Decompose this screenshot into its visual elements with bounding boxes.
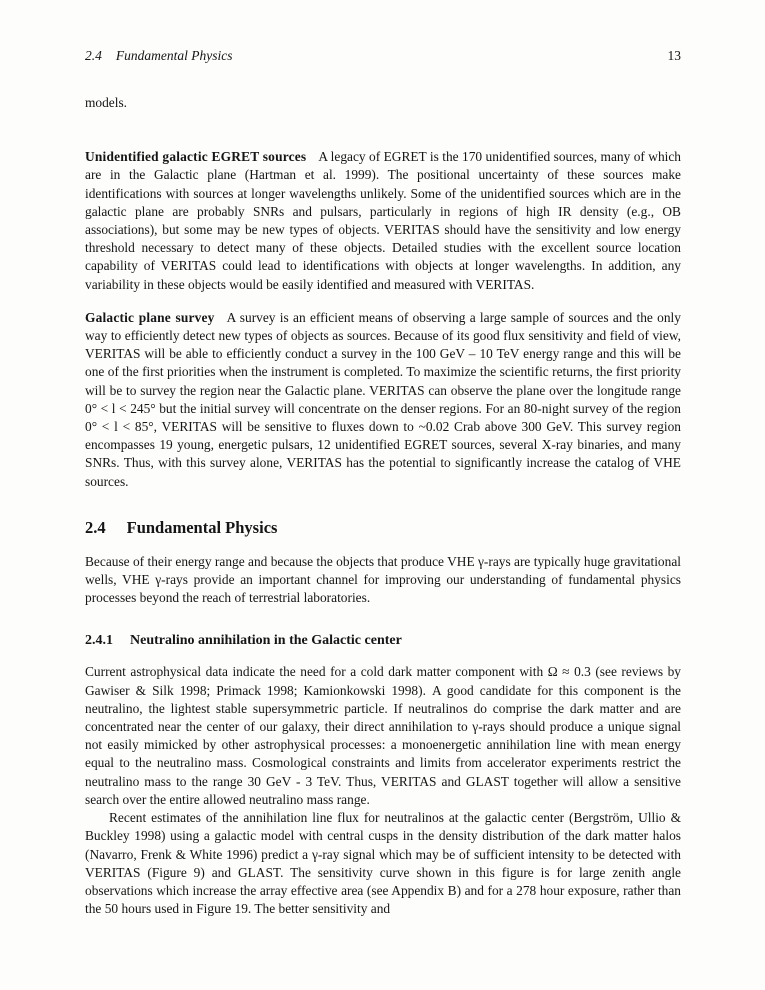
subsection-heading-neutralino (85, 632, 681, 650)
paragraph-neutralino-1: Current astrophysical data indicate the need for a cold dark matter component with Ω ≈ 0.3 (see reviews by Gawiser & Silk 1998; Primack 1998; Kamionkowski 1998). A good candidate for this component is the neutralino, the lightest stable supersymmetric particle. If neutralinos do comprise the dark matter and are concentrated near the center of our galaxy, their direct annihilation to γ-rays should produce a unique signal not easily mimicked by other astrophysical processes: a monoenergetic annihilation line with mean energy equal to the neutralino mass. Cosmological constraints and limits from accelerator experiments restrict the neutralino mass to the range 30 GeV - 3 TeV. Thus, VERITAS and GLAST together will allow a sensitive search over the entire allowed neutralino mass range. (85, 664, 681, 807)
running-header-section-title: Fundamental Physics (115, 48, 233, 63)
paragraph-galactic-plane-survey (85, 309, 681, 491)
section-heading-fundamental-physics (85, 518, 681, 538)
running-header-section-number: 2.4 (85, 48, 102, 63)
paragraph-body-galactic-survey: A survey is an efficient means of observing a large sample of sources and the only way to efficiently detect new types of objects as sources. Because of its good flux sensitivity and field of view, VERITAS will be able to efficiently conduct a survey in the 100 GeV – 10 TeV energy range and this will be one of the first priorities when the instrument is completed. To maximize the scientific returns, the first priority will be to survey the region near the Galactic plane. VERITAS can observe the plane over the longitude range 0° < l < 245° but the initial survey will concentrate on the denser regions. For an 80-night survey of the region 0° < l < 85°, VERITAS will be sensitive to fluxes down to ~0.02 Crab above 300 GeV. This survey region encompasses 19 young, energetic pulsars, 12 unidentified EGRET sources, several X-ray binaries, and many SNRs. Thus, with this survey alone, VERITAS has the potential to significantly increase the catalog of VHE sources. (85, 309, 681, 489)
paragraph-body-unidentified-egret: A legacy of EGRET is the 170 unidentified sources, many of which are in the Galactic plane (Hartman et al. 1999). The positional uncertainty of these sources make identifications with sources at longer wavelengths unlikely. Some of the unidentified sources which are in the galactic plane are probably SNRs and pulsars, particularly in regions of high IR density (e.g., OB associations), but some may be new types of objects. VERITAS should have the sensitivity and low energy threshold necessary to detect many of these objects. Detailed studies with the excellent source location capability of VERITAS could lead to identifications with objects at longer wavelengths. In addition, any variability in these objects would be easily identified and measured with VERITAS. (85, 149, 681, 292)
subsection-number: 2.4.1 (85, 633, 113, 649)
running-header-section (85, 48, 232, 64)
subsection-title: Neutralino annihilation in the Galactic center (130, 633, 402, 649)
page-number: 13 (667, 48, 681, 63)
paragraph-lead-galactic-survey: Galactic plane survey (85, 309, 215, 325)
page-content (85, 94, 681, 918)
section-number: 2.4 (85, 517, 106, 537)
running-header (85, 48, 681, 64)
paragraph-neutralino-2: Recent estimates of the annihilation line flux for neutralinos at the galactic center (Bergström, Ullio & Buckley 1998) using a galactic model with central cusps in the density distribution of the dark matter halos (Navarro, Frenk & White 1996) predict a γ-ray signal which may be of sufficient intensity to be detected with VERITAS (Figure 9) and GLAST. The sensitivity curve shown in this figure is for large zenith angle observations which increase the array effective area (see Appendix B) and for a 278 hour exposure, rather than the 50 hours used in Figure 19. The better sensitivity and (85, 810, 681, 917)
section-title: Fundamental Physics (126, 517, 278, 537)
paragraph-lead-unidentified-egret: Unidentified galactic EGRET sources (85, 149, 307, 165)
paragraph-section-intro: Because of their energy range and because the objects that produce VHE γ-rays are typically huge gravitational wells, VHE γ-rays provide an important channel for improving our understanding of fundamental physics processes beyond the reach of terrestrial laboratories. (85, 553, 681, 606)
paragraph-continuation-fragment: models. (85, 95, 128, 110)
paragraph-unidentified-egret-sources (85, 148, 681, 294)
